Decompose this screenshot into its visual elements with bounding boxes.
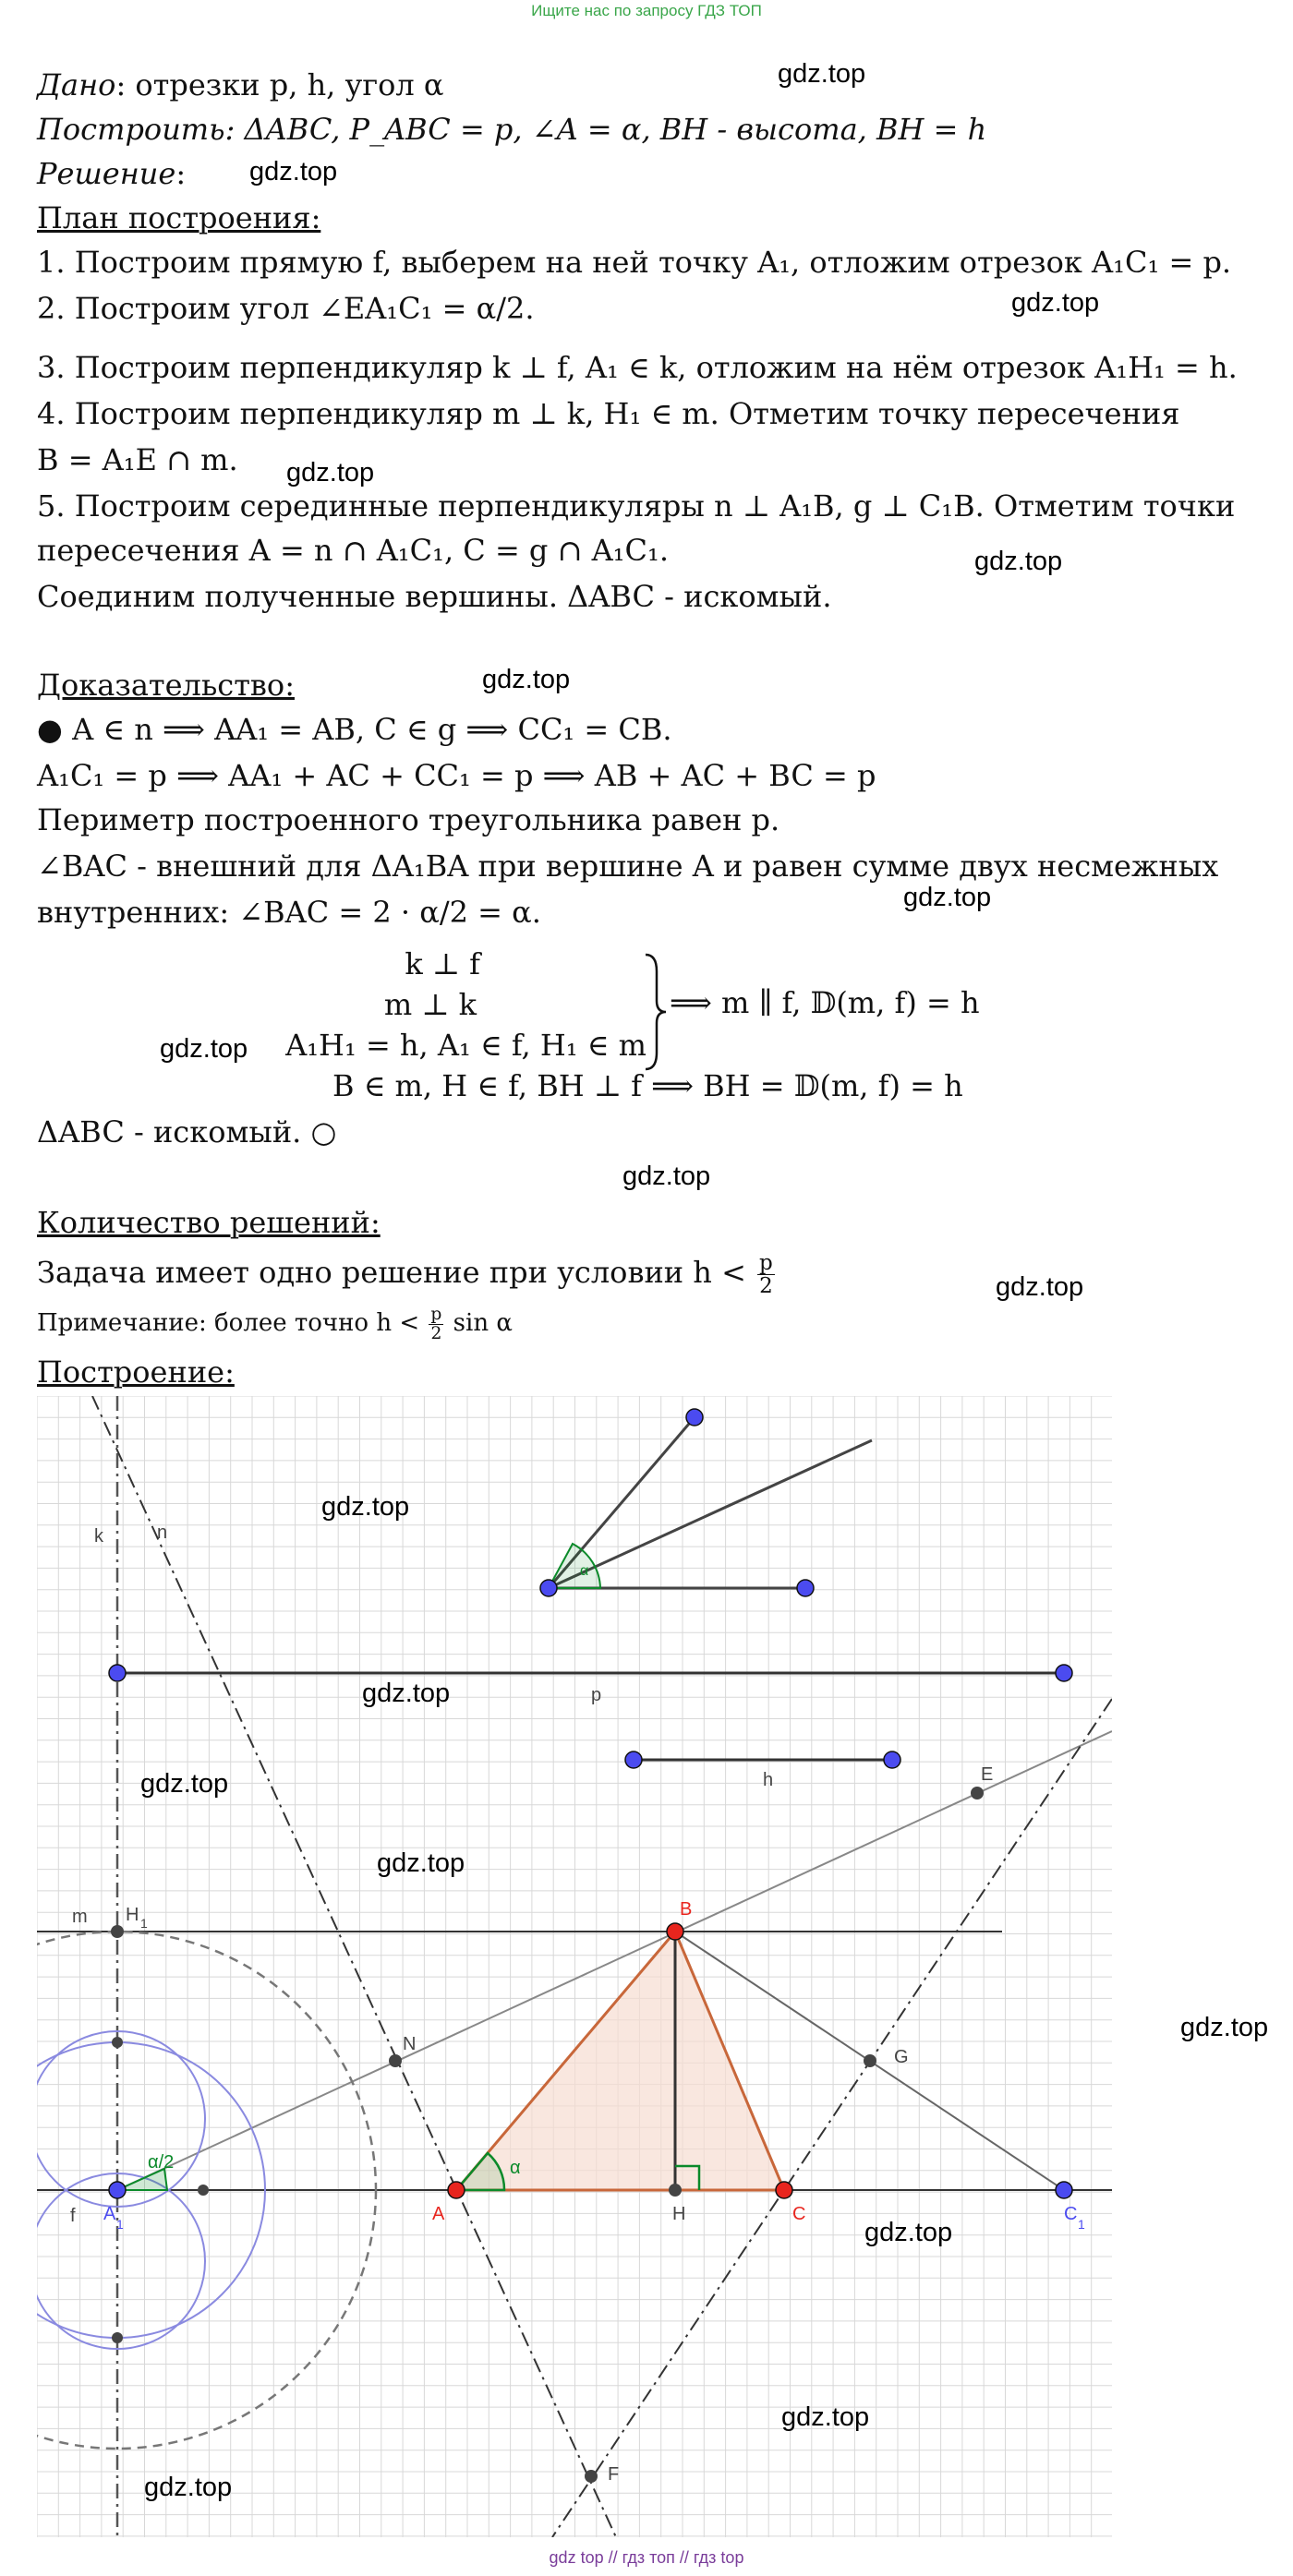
fraction-den: 2	[430, 1323, 442, 1343]
label-n: n	[157, 1523, 168, 1543]
point-e	[971, 1787, 984, 1800]
proof-conclusion: ΔABC - искомый. ○	[37, 1114, 337, 1150]
solution-label: Решение	[37, 156, 176, 191]
point-blue	[686, 1409, 703, 1426]
top-banner[interactable]: Ищите нас по запросу ГДЗ ТОП	[531, 2, 762, 19]
plan-step: 1. Построим прямую f, выберем на ней точку A₁, отложим отрезок A₁C₁ = p.	[37, 245, 1232, 280]
label-alpha: α	[580, 1563, 589, 1579]
plan-title: План построения:	[37, 200, 321, 235]
watermark: gdz.top	[903, 883, 992, 912]
point-a	[448, 2182, 465, 2198]
note-text: Примечание: более точно h <	[37, 1309, 420, 1338]
point-blue	[1056, 1665, 1072, 1681]
system-line: A₁H₁ = h, A₁ ∈ f, H₁ ∈ m	[285, 1028, 646, 1063]
watermark: gdz.top	[864, 2218, 953, 2247]
label-a1: A	[103, 2204, 116, 2224]
point-n	[389, 2054, 402, 2067]
label-g: G	[894, 2047, 909, 2067]
label-f-point: F	[608, 2464, 620, 2485]
point-c	[776, 2182, 792, 2198]
solutions-title: Количество решений:	[37, 1205, 381, 1240]
proof-title: Доказательство:	[37, 668, 295, 703]
plan-step: B = A₁E ∩ m.	[37, 442, 238, 477]
construct-text: : ΔABC, P_ABC = p, ∠A = α, BH - высота, BH = h	[224, 112, 987, 147]
label-sub: 1	[1078, 2217, 1085, 2232]
fraction-num: p	[430, 1305, 442, 1324]
label-m: m	[72, 1907, 88, 1927]
solution-colon: :	[175, 156, 187, 191]
fraction-num: p	[759, 1251, 773, 1275]
line-n	[92, 1396, 616, 2537]
given-label: Дано	[37, 67, 116, 102]
point-c1	[1056, 2182, 1072, 2198]
point-b	[667, 1923, 683, 1940]
watermark: gdz.top	[144, 2473, 233, 2502]
point-dark	[112, 2332, 123, 2343]
watermark: gdz.top	[160, 1034, 248, 1064]
label-k: k	[94, 1526, 103, 1547]
watermark: gdz.top	[974, 547, 1063, 576]
watermark: gdz.top	[996, 1272, 1084, 1302]
plan-step: 3. Построим перпендикуляр k ⊥ f, A₁ ∈ k, отложим на нём отрезок A₁H₁ = h.	[37, 350, 1238, 385]
proof-line: A₁C₁ = p ⟹ AA₁ + AC + CC₁ = p ⟹ AB + AC + BC = p	[37, 758, 876, 793]
label-sub: 1	[116, 2217, 124, 2232]
point-a1	[109, 2182, 126, 2198]
point-dark	[198, 2185, 209, 2196]
label-n-point: N	[403, 2034, 417, 2054]
label-f: f	[70, 2206, 76, 2226]
proof-bh: B ∈ m, H ∈ f, BH ⊥ f ⟹ BH = 𝔻(m, f) = h	[332, 1068, 963, 1103]
watermark: gdz.top	[321, 1492, 410, 1522]
label-e: E	[981, 1764, 994, 1785]
proof-line: ∠BAC - внешний для ΔA₁BA при вершине A и равен сумме двух несмежных	[37, 849, 1219, 884]
system-result: ⟹ m ∥ f, 𝔻(m, f) = h	[670, 985, 980, 1020]
watermark: gdz.top	[249, 157, 338, 187]
point-blue	[797, 1580, 814, 1596]
footer[interactable]: gdz top // гдз топ // гдз top	[549, 2548, 744, 2567]
label-h: H	[672, 2204, 686, 2224]
point-blue	[884, 1751, 900, 1768]
point-blue	[109, 1665, 126, 1681]
watermark: gdz.top	[482, 665, 571, 694]
label-h-segment: h	[763, 1770, 774, 1790]
watermark: gdz.top	[377, 1848, 465, 1878]
watermark: gdz.top	[286, 458, 375, 488]
watermark: gdz.top	[1011, 288, 1100, 318]
point-blue	[540, 1580, 557, 1596]
label-c: C	[792, 2204, 806, 2224]
plan-step: пересечения A = n ∩ A₁C₁, C = g ∩ A₁C₁.	[37, 533, 669, 568]
label-p: p	[591, 1685, 602, 1705]
given-angle-bisector	[549, 1440, 872, 1588]
proof-line: ● A ∈ n ⟹ AA₁ = AB, C ∈ g ⟹ CC₁ = CB.	[37, 712, 672, 747]
label-b: B	[680, 1899, 693, 1920]
label-alpha: α	[510, 2158, 521, 2178]
note-tail: sin α	[453, 1309, 513, 1338]
label-a: A	[432, 2204, 445, 2224]
watermark: gdz.top	[140, 1769, 229, 1799]
proof-line: Периметр построенного треугольника равен p.	[37, 802, 780, 837]
label-h1: H	[126, 1905, 139, 1925]
label-alpha-half: α/2	[148, 2152, 175, 2173]
given-angle-alpha-icon	[549, 1544, 600, 1588]
point-f	[585, 2470, 598, 2483]
point-h1	[111, 1925, 124, 1938]
drawing-title: Построение:	[37, 1354, 235, 1390]
watermark: gdz.top	[1180, 2013, 1269, 2042]
point-blue	[625, 1751, 642, 1768]
given-text: : отрезки p, h, угол α	[115, 67, 444, 102]
fraction-den: 2	[759, 1274, 773, 1299]
plan-step: 2. Построим угол ∠EA₁C₁ = α/2.	[37, 291, 535, 326]
label-c1: C	[1064, 2204, 1078, 2224]
point-h	[669, 2184, 682, 2197]
plan-step: Соединим полученные вершины. ΔABC - искомый.	[37, 579, 832, 614]
solutions-condition: Задача имеет одно решение при условии h <	[37, 1255, 746, 1291]
point-dark	[112, 2037, 123, 2048]
label-sub: 1	[140, 1916, 148, 1931]
point-g	[864, 2054, 876, 2067]
system-line: m ⊥ k	[383, 987, 477, 1022]
watermark: gdz.top	[778, 59, 866, 89]
watermark: gdz.top	[362, 1679, 451, 1708]
system-line: k ⊥ f	[405, 946, 480, 981]
plan-step: 4. Построим перпендикуляр m ⊥ k, H₁ ∈ m. Отметим точку пересечения	[37, 396, 1180, 431]
watermark: gdz.top	[781, 2402, 870, 2432]
proof-line: внутренних: ∠BAC = 2 · α/2 = α.	[37, 895, 541, 930]
watermark: gdz.top	[622, 1162, 711, 1191]
construct-label: Построить	[37, 112, 225, 147]
drawing-lines	[0, 1396, 1112, 2537]
plan-step: 5. Построим серединные перпендикуляры n ⊥ A₁B, g ⊥ C₁B. Отметим точки	[37, 488, 1236, 524]
